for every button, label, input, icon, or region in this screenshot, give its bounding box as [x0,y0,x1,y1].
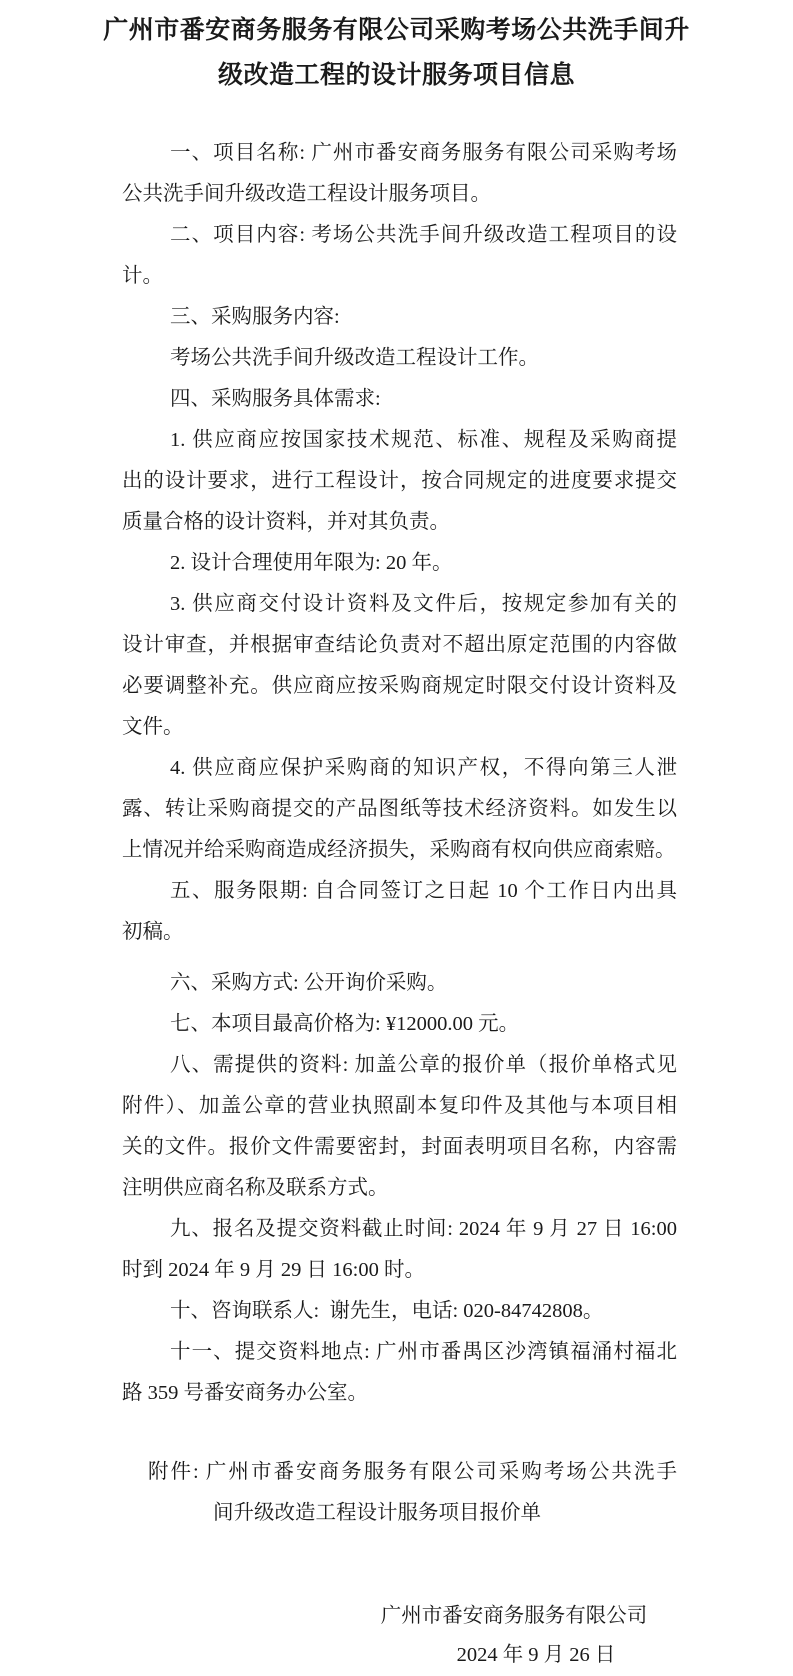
text-line: 3. 供应商交付设计资料及文件后，按规定参加有关的 [170,593,677,615]
item-11-submission-address [122,1332,677,1414]
text-line: 2. 设计合理使用年限为: 20 年。 [170,552,453,574]
text-line: 必要调整补充。供应商应按采购商规定时限交付设计资料及 [122,675,677,697]
text-line: 计。 [122,265,163,287]
text-line: 三、采购服务内容: [170,306,340,328]
item-9-submission-deadline [122,1209,677,1291]
text-line: 初稿。 [122,921,184,943]
text-line: 质量合格的设计资料，并对其负责。 [122,511,450,533]
title-line-1: 广州市番安商务服务有限公司采购考场公共洗手间升 [103,17,690,44]
item-5-service-deadline [122,871,677,953]
item-10-contact [122,1291,677,1332]
text-line: 4. 供应商应保护采购商的知识产权，不得向第三人泄 [170,757,677,779]
text-line: 注明供应商名称及联系方式。 [122,1177,389,1199]
text-line: 十一、提交资料地点: 广州市番禺区沙湾镇福涌村福北 [170,1341,677,1363]
text-line: 四、采购服务具体需求: [170,388,381,410]
text-line: 公共洗手间升级改造工程设计服务项目。 [122,183,491,205]
title-line-2: 级改造工程的设计服务项目信息 [217,62,575,89]
item-4-requirement-3 [122,584,677,748]
text-line: 时到 2024 年 9 月 29 日 16:00 时。 [122,1259,425,1281]
text-line: 露、转让采购商提交的产品图纸等技术经济资料。如发生以 [122,798,677,820]
document-body [122,133,677,1673]
text-line: 附件: 广州市番安商务服务有限公司采购考场公共洗手 [148,1461,677,1483]
signature-date [326,1637,746,1673]
text-line: 六、采购方式: 公开询价采购。 [170,972,448,994]
item-7-max-price [122,1004,677,1045]
text-line: 上情况并给采购商造成经济损失，采购商有权向供应商索赔。 [122,839,676,861]
text-line: 设计审查，并根据审查结论负责对不超出原定范围的内容做 [122,634,677,656]
text-line: 出的设计要求，进行工程设计，按合同规定的进度要求提交 [122,470,677,492]
attachment-note [122,1452,677,1534]
text-line: 2024 年 9 月 26 日 [456,1644,616,1666]
item-4-requirement-1 [122,420,677,543]
item-3-service-content-body [122,338,677,379]
signature-company [304,1596,724,1637]
text-line: 关的文件。报价文件需要密封，封面表明项目名称，内容需 [122,1136,677,1158]
item-4-requirements-heading [122,379,677,420]
text-line: 八、需提供的资料: 加盖公章的报价单（报价单格式见 [170,1054,677,1076]
item-2-project-content [122,215,677,297]
item-3-service-content-heading [122,297,677,338]
document-title [0,0,793,98]
item-4-requirement-2 [122,543,677,584]
text-line: 文件。 [122,716,184,738]
text-line: 路 359 号番安商务办公室。 [122,1382,368,1404]
text-line: 广州市番安商务服务有限公司 [380,1605,648,1627]
text-line: 间升级改造工程设计服务项目报价单 [213,1502,541,1524]
item-1-project-name [122,133,677,215]
text-line: 十、咨询联系人: 谢先生，电话: 020-84742808。 [170,1300,604,1322]
text-line: 1. 供应商应按国家技术规范、标准、规程及采购商提 [170,429,677,451]
text-line: 七、本项目最高价格为: ¥12000.00 元。 [170,1013,520,1035]
item-6-procurement-method [122,963,677,1004]
item-8-required-documents [122,1045,677,1209]
text-line: 附件）、加盖公章的营业执照副本复印件及其他与本项目相 [122,1095,677,1117]
item-4-requirement-4 [122,748,677,871]
text-line: 一、项目名称: 广州市番安商务服务有限公司采购考场 [170,142,677,164]
text-line: 考场公共洗手间升级改造工程设计工作。 [170,347,539,369]
text-line: 九、报名及提交资料截止时间: 2024 年 9 月 27 日 16:00 [170,1218,677,1240]
text-line: 五、服务限期: 自合同签订之日起 10 个工作日内出具 [170,880,677,902]
text-line: 二、项目内容: 考场公共洗手间升级改造工程项目的设 [170,224,677,246]
